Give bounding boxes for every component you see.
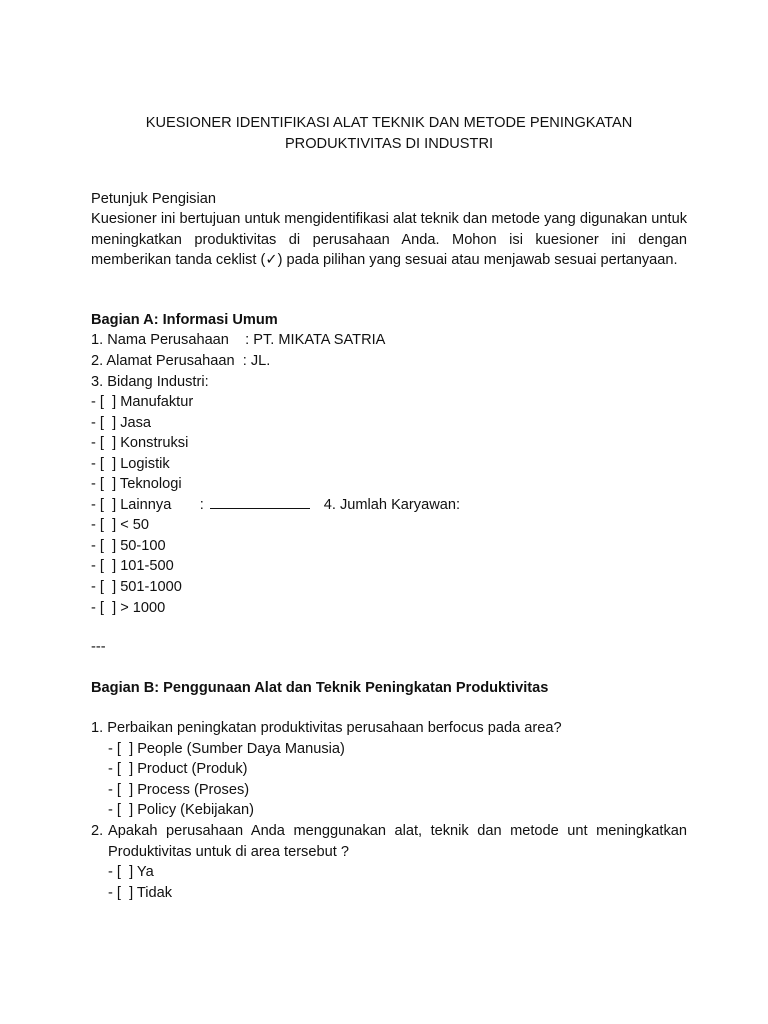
q2-text: Apakah perusahaan Anda menggunakan alat, teknik dan metode unt meningkatkan Produktivitas untuk di area tersebut ? [108, 823, 687, 860]
company-name-line: 1. Nama Perusahaan : PT. MIKATA SATRIA [91, 332, 386, 348]
industry-option: - [ ] Konstruksi [91, 435, 189, 451]
question-1: 1. Perbaikan peningkatan produktivitas perusahaan berfocus pada area? [91, 720, 562, 736]
q1-option: - [ ] People (Sumber Daya Manusia) [108, 741, 345, 757]
q1-option: - [ ] Policy (Kebijakan) [108, 802, 254, 818]
q1-option: - [ ] Product (Produk) [108, 761, 248, 777]
industry-label: 3. Bidang Industri: [91, 374, 209, 390]
q2-option: - [ ] Ya [108, 864, 154, 880]
industry-option: - [ ] Jasa [91, 415, 152, 431]
q2-option: - [ ] Tidak [108, 885, 173, 901]
q1-option: - [ ] Process (Proses) [108, 782, 250, 798]
instructions-text: Kuesioner ini bertujuan untuk mengidentifikasi alat teknik dan metode yang digunakan untuk meningkatkan produktivitas di perusahaan Anda. Mohon isi kuesioner ini dengan memberikan tanda ceklist (✓) pada pilihan yang sesuai atau menjawab sesuai pertanyaan. [91, 211, 687, 269]
company-address-line: 2. Alamat Perusahaan : JL. [91, 353, 271, 369]
employee-option: - [ ] 50-100 [91, 538, 166, 554]
separator: --- [91, 639, 106, 655]
section-b-heading: Bagian B: Penggunaan Alat dan Teknik Peningkatan Produktivitas [91, 680, 549, 696]
industry-option: - [ ] Logistik [91, 456, 170, 472]
employee-option: - [ ] 501-1000 [91, 579, 182, 595]
industry-option: - [ ] Teknologi [91, 476, 182, 492]
question-2 [91, 821, 687, 862]
q2-number: 2. [91, 823, 104, 839]
employee-option: - [ ] > 1000 [91, 600, 166, 616]
other-blank-line [210, 495, 310, 509]
title-line-1: KUESIONER IDENTIFIKASI ALAT TEKNIK DAN METODE PENINGKATAN [145, 115, 633, 131]
employee-option: - [ ] 101-500 [91, 558, 174, 574]
employee-option: - [ ] < 50 [91, 517, 149, 533]
industry-option-other: - [ ] Lainnya : [91, 497, 204, 513]
document-title [90, 113, 688, 154]
industry-other-row [91, 495, 460, 516]
title-line-2: PRODUKTIVITAS DI INDUSTRI [284, 135, 494, 152]
section-a-heading: Bagian A: Informasi Umum [91, 312, 278, 328]
instructions-heading: Petunjuk Pengisian [91, 191, 216, 207]
employees-label: 4. Jumlah Karyawan: [323, 497, 461, 513]
industry-option: - [ ] Manufaktur [91, 394, 194, 410]
